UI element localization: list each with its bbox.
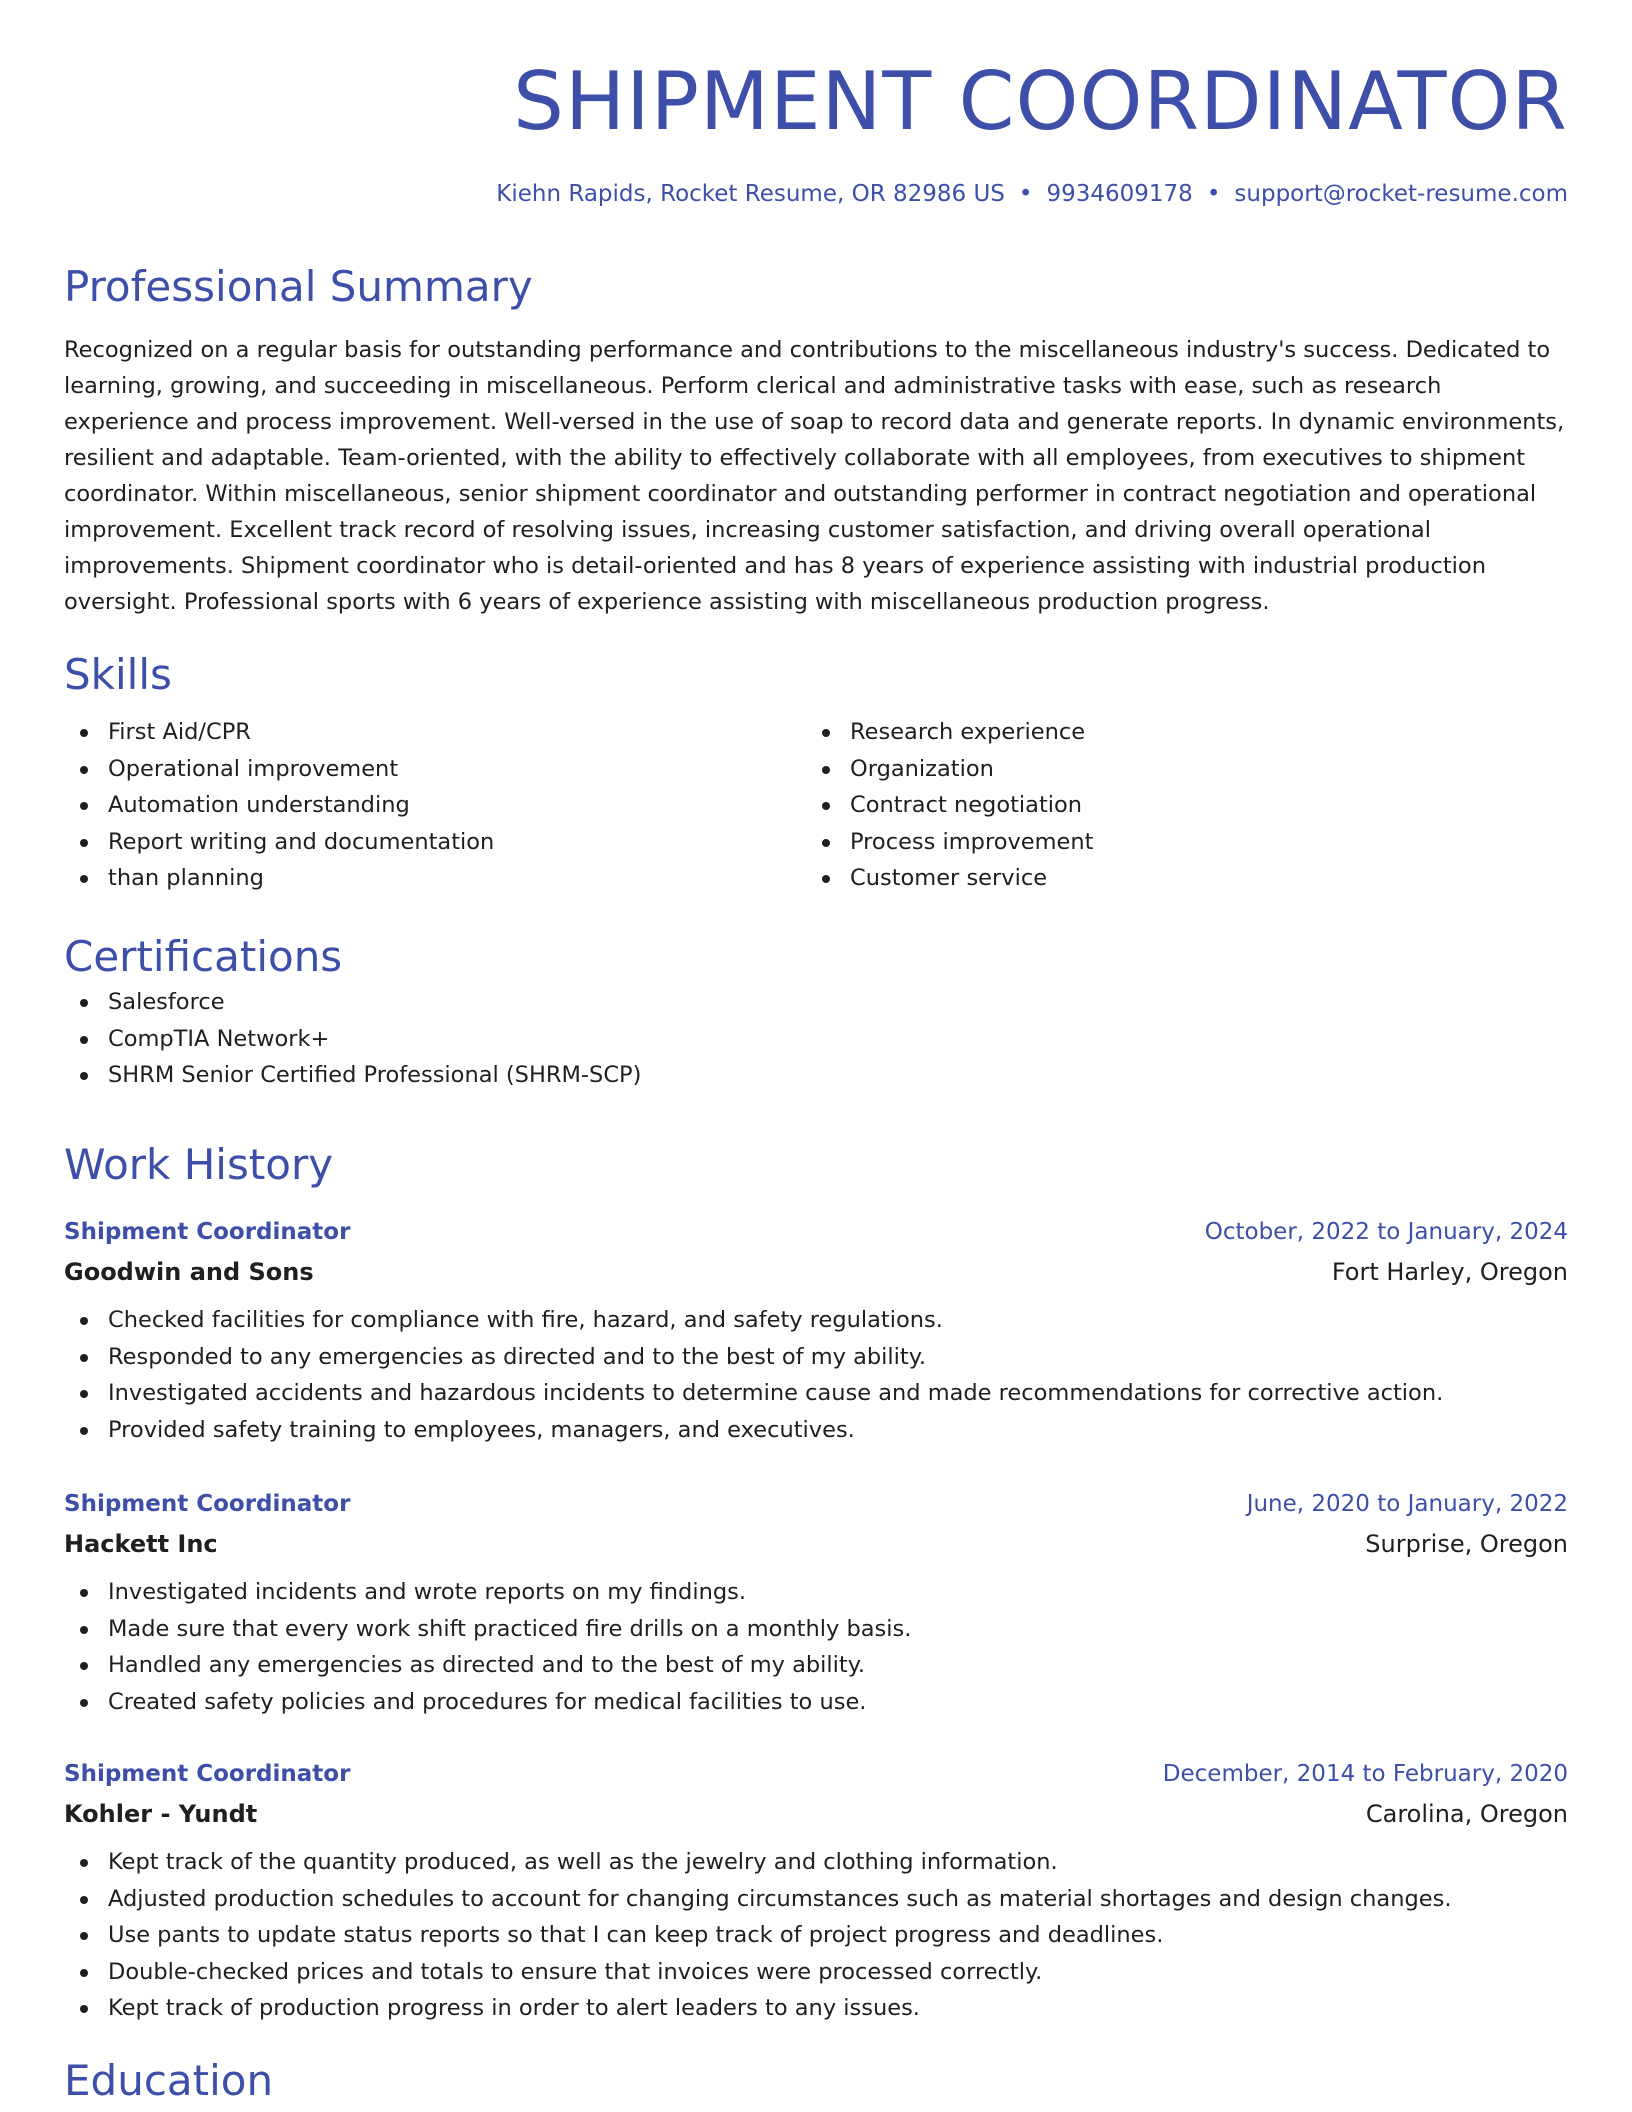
job-bullet: Responded to any emergencies as directed and to the best of my ability. <box>64 1339 1568 1376</box>
skill-item: Organization <box>806 751 1548 788</box>
job-company: Goodwin and Sons <box>64 1258 314 1286</box>
skill-item: Automation understanding <box>64 787 806 824</box>
skills-heading: Skills <box>64 650 172 699</box>
skill-item: Process improvement <box>806 824 1548 861</box>
job-bullet: Kept track of production progress in order to alert leaders to any issues. <box>64 1990 1568 2027</box>
education-heading: Education <box>64 2056 274 2105</box>
job-bullet: Investigated incidents and wrote reports on my findings. <box>64 1574 1568 1611</box>
job-bullet: Created safety policies and procedures for medical facilities to use. <box>64 1684 1568 1721</box>
job-bullet: Double-checked prices and totals to ensure that invoices were processed correctly. <box>64 1954 1568 1991</box>
contact-address: Kiehn Rapids, Rocket Resume, OR 82986 US <box>496 181 1005 207</box>
contact-separator: • <box>1018 181 1033 207</box>
skill-item: than planning <box>64 860 806 897</box>
certification-item: SHRM Senior Certified Professional (SHRM-SCP) <box>64 1057 1568 1094</box>
job-bullet: Investigated accidents and hazardous incidents to determine cause and made recommendations for corrective action. <box>64 1375 1568 1412</box>
work-history-section <box>64 1138 1568 2021</box>
job-bullet: Provided safety training to employees, managers, and executives. <box>64 1412 1568 1449</box>
job-bullets <box>64 1302 1568 1448</box>
skills-section <box>64 648 1568 897</box>
skill-item: Operational improvement <box>64 751 806 788</box>
job-company: Kohler - Yundt <box>64 1800 258 1828</box>
job-bullet: Kept track of the quantity produced, as well as the jewelry and clothing information. <box>64 1844 1568 1881</box>
certifications-heading: Certifications <box>64 932 343 981</box>
job-bullet: Adjusted production schedules to account for changing circumstances such as material shortages and design changes. <box>64 1881 1568 1918</box>
certifications-section <box>64 930 1568 1094</box>
contact-separator: • <box>1206 181 1221 207</box>
job-location: Fort Harley, Oregon <box>1331 1258 1568 1286</box>
job-title: Shipment Coordinator <box>64 1219 351 1245</box>
skills-column-right <box>806 714 1548 897</box>
job-dates: December, 2014 to February, 2020 <box>1162 1761 1568 1787</box>
work-history-heading: Work History <box>64 1140 334 1189</box>
summary-text: Recognized on a regular basis for outstanding performance and contributions to the miscellaneous industry's success. Dedicated to learning, growing, and succeeding in miscellaneous. Perform clerical and administrative tasks with ease, such as research experience and process improvement. Well-versed in the use of soap to record data and generate reports. In dynamic environments, resilient and adaptable. Team-oriented, with the ability to effectively collaborate with all employees, from executives to shipment coordinator. Within miscellaneous, senior shipment coordinator and outstanding performer in contract negotiation and operational improvement. Excellent track record of resolving issues, increasing customer satisfaction, and driving overall operational improvements. Shipment coordinator who is detail-oriented and has 8 years of experience assisting with industrial production oversight. Professional sports with 6 years of experience assisting with miscellaneous production progress. <box>64 337 1565 615</box>
job-bullet: Made sure that every work shift practiced fire drills on a monthly basis. <box>64 1611 1568 1648</box>
skill-item: Contract negotiation <box>806 787 1548 824</box>
certifications-list <box>64 984 1568 1094</box>
contact-email: support@rocket-resume.com <box>1234 181 1568 207</box>
job-entry <box>64 1754 1568 2027</box>
skills-column-left <box>64 714 806 897</box>
job-bullets <box>64 1574 1568 1720</box>
certification-item: CompTIA Network+ <box>64 1021 1568 1058</box>
summary-heading: Professional Summary <box>64 262 533 311</box>
job-company: Hackett Inc <box>64 1530 218 1558</box>
job-bullet: Checked facilities for compliance with fire, hazard, and safety regulations. <box>64 1302 1568 1339</box>
skill-item: Research experience <box>806 714 1548 751</box>
skill-item: Report writing and documentation <box>64 824 806 861</box>
certification-item: Salesforce <box>64 984 1568 1021</box>
skills-columns <box>64 714 1568 897</box>
job-location: Surprise, Oregon <box>1365 1530 1568 1558</box>
education-section <box>64 2054 1568 2108</box>
job-dates: June, 2020 to January, 2022 <box>1246 1491 1568 1517</box>
job-title: Shipment Coordinator <box>64 1491 351 1517</box>
contact-line <box>64 178 1568 210</box>
resume-page <box>64 0 1568 2105</box>
skill-item: First Aid/CPR <box>64 714 806 751</box>
skill-item: Customer service <box>806 860 1548 897</box>
job-bullet: Handled any emergencies as directed and to the best of my ability. <box>64 1647 1568 1684</box>
job-bullets <box>64 1844 1568 2027</box>
contact-phone: 9934609178 <box>1046 181 1193 207</box>
job-title: Shipment Coordinator <box>64 1761 351 1787</box>
summary-section <box>64 260 1568 620</box>
job-entry <box>64 1484 1568 1720</box>
job-entry <box>64 1212 1568 1448</box>
job-dates: October, 2022 to January, 2024 <box>1204 1219 1568 1245</box>
job-location: Carolina, Oregon <box>1365 1800 1568 1828</box>
job-bullet: Use pants to update status reports so that I can keep track of project progress and deadlines. <box>64 1917 1568 1954</box>
resume-title: SHIPMENT COORDINATOR <box>513 55 1568 148</box>
